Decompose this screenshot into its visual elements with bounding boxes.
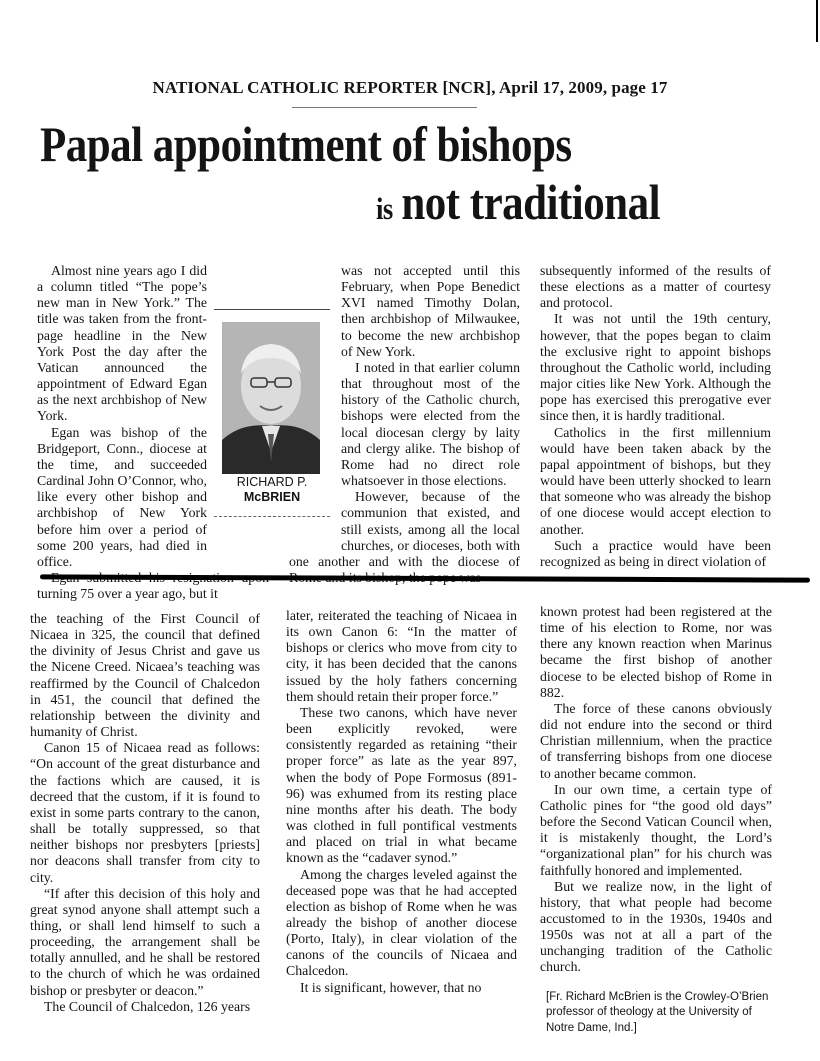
headline-is: is: [376, 191, 393, 226]
bottom-paragraph: Among the charges leveled against the deceased pope was that he had accepted election as bishop of Rome when he was already the bishop of another diocese (Porto, Italy), in clear violation of the canons of the councils of Nicaea and Chalcedon.: [286, 866, 517, 979]
bottom-paragraph: These two canons, which have never been explicitly revoked, were consistently regarded as retaining “their proper force” as late as the year 897, when the body of Pope Formosus (891-96) was exhumed from its resting place nine months after his death. The body was clothed in full pontifical vestments and placed on trial in what became known as the “cadaver synod.”: [286, 704, 517, 866]
author-photo: [222, 322, 320, 474]
bottom-paragraph: later, reiterated the teaching of Nicaea in its own Canon 6: “In the matter of bishops or clerics who move from city to city, it has been decided that the canons issued by the holy fathers concerning them should retain their proper force.”: [286, 608, 517, 704]
masthead-rule: [292, 107, 477, 108]
top-paragraph: turning 75 over a year ago, but it: [37, 586, 218, 602]
top-paragraph: I noted in that earlier column that throughout most of the history of the Catholic church, bishops were elected from the local diocesan clergy by laity and clergy alike. The bishop of Rome had no direct role whatsoever in those elections.: [341, 359, 520, 489]
bottom-paragraph: The force of these canons obviously did not endure into the second or third Christian millennium, when the practice of transferring bishops from one diocese to another became common.: [540, 700, 772, 781]
top-column-3: [540, 263, 771, 570]
bottom-paragraph: Canon 15 of Nicaea read as follows: “On account of the great disturbance and the factions which are caused, it is decreed that the custom, if it is found to exist in some parts contrary to the canon, shall be totally suppressed, so that neither bishops nor presbyters [priests] nor deacons shall transfer from city to city.: [30, 740, 260, 885]
author-credit: [Fr. Richard McBrien is the Crowley-O’Brien professor of theology at the University of Notre Dame, Ind.]: [546, 990, 769, 1034]
author-portrait-icon: [222, 322, 320, 474]
bottom-paragraph: The Council of Chalcedon, 126 years: [44, 998, 251, 1014]
top-paragraph: However, because of the communion that existed, and still exists, among all the local churches, or dioceses, both with one another and with the diocese of: [289, 489, 520, 569]
top-paragraph: It was not until the 19th century, however, that the popes began to claim the exclusive right to appoint bishops throughout the Catholic world, including major cities like New York. Although the pope has exercised this prerogative ever since then, it is hardly traditional.: [540, 311, 771, 424]
masthead: NATIONAL CATHOLIC REPORTER [NCR], April 17, 2009, page 17: [152, 78, 668, 97]
top-paragraph: Almost nine years ago I did a column titled “The pope’s new man in New York.” The title was taken from the front-page headline in the New York Post the day after the Vatican announced the appointment of Edward Egan as the next archbishop of New York.: [37, 263, 207, 424]
top-paragraph: subsequently informed of the results of these elections as a matter of courtesy and protocol.: [540, 263, 771, 311]
top-paragraph: Egan was bishop of the Bridgeport, Conn., diocese at the time, and succeeded Cardinal John O’Connor, who, like every other bishop and archbishop of New York before him over a period of some 200 years, had died in office.: [37, 424, 207, 569]
author-last-name: McBRIEN: [243, 490, 301, 504]
author-first-name: RICHARD P.: [236, 475, 308, 489]
bottom-paragraph: “If after this decision of this holy and great synod anyone shall attempt such a thing, or shall lend himself to such a proceeding, the arrangement shall be totally annulled, and he shall be restored to the church of which he was ordained bishop or presbyter or deacon.”: [30, 885, 260, 998]
author-photo-box: [214, 309, 330, 517]
page-edge-mark: [816, 0, 818, 42]
author-caption: [214, 475, 330, 505]
bottom-column-2: [286, 608, 517, 996]
bottom-paragraph: But we realize now, in the light of history, that what people had become accustomed to in the 1930s, 1940s and 1950s was not at all a part of the unchanging tradition of the Catholic church.: [540, 878, 772, 975]
headline-rest: not traditional: [401, 174, 661, 230]
top-paragraph: Such a practice would have been recognized as being in direct violation of: [540, 537, 771, 569]
bottom-column-3: [540, 604, 772, 1036]
headline-line-1: Papal appointment of bishops: [40, 116, 572, 172]
bottom-paragraph: the teaching of the First Council of Nicaea in 325, the council that defined the divinity of Jesus Christ and gave us the Nicene Creed. Nicaea’s teaching was reaffirmed by the Council of Chalcedon in 451, the council that defined the relationship between the divinity and humanity of Christ.: [30, 611, 260, 740]
bottom-paragraph: It is significant, however, that no: [300, 979, 482, 995]
top-paragraph: Catholics in the first millennium would have been taken aback by the papal appointment of bishops, but they would have been utterly shocked to learn that someone who was already the bishop of one diocese would accept election to another.: [540, 424, 771, 537]
top-paragraph: was not accepted until this February, when Pope Benedict XVI named Timothy Dolan, then archbishop of Milwaukee, to become the new archbishop of New York.: [341, 263, 520, 359]
bottom-column-1: [30, 611, 260, 1015]
bottom-paragraph: known protest had been registered at the time of his election to Rome, nor was there any known reaction when Marinus became the first bishop of another diocese to be elected bishop of Rome in 882.: [540, 604, 772, 700]
bottom-paragraph: In our own time, a certain type of Catholic pines for “the good old days” before the Second Vatican Council when, it is mistakenly thought, the Lord’s “organizational plan” for his church was faithfully honored and implemented.: [540, 781, 772, 878]
headline-line-2: [376, 176, 660, 229]
